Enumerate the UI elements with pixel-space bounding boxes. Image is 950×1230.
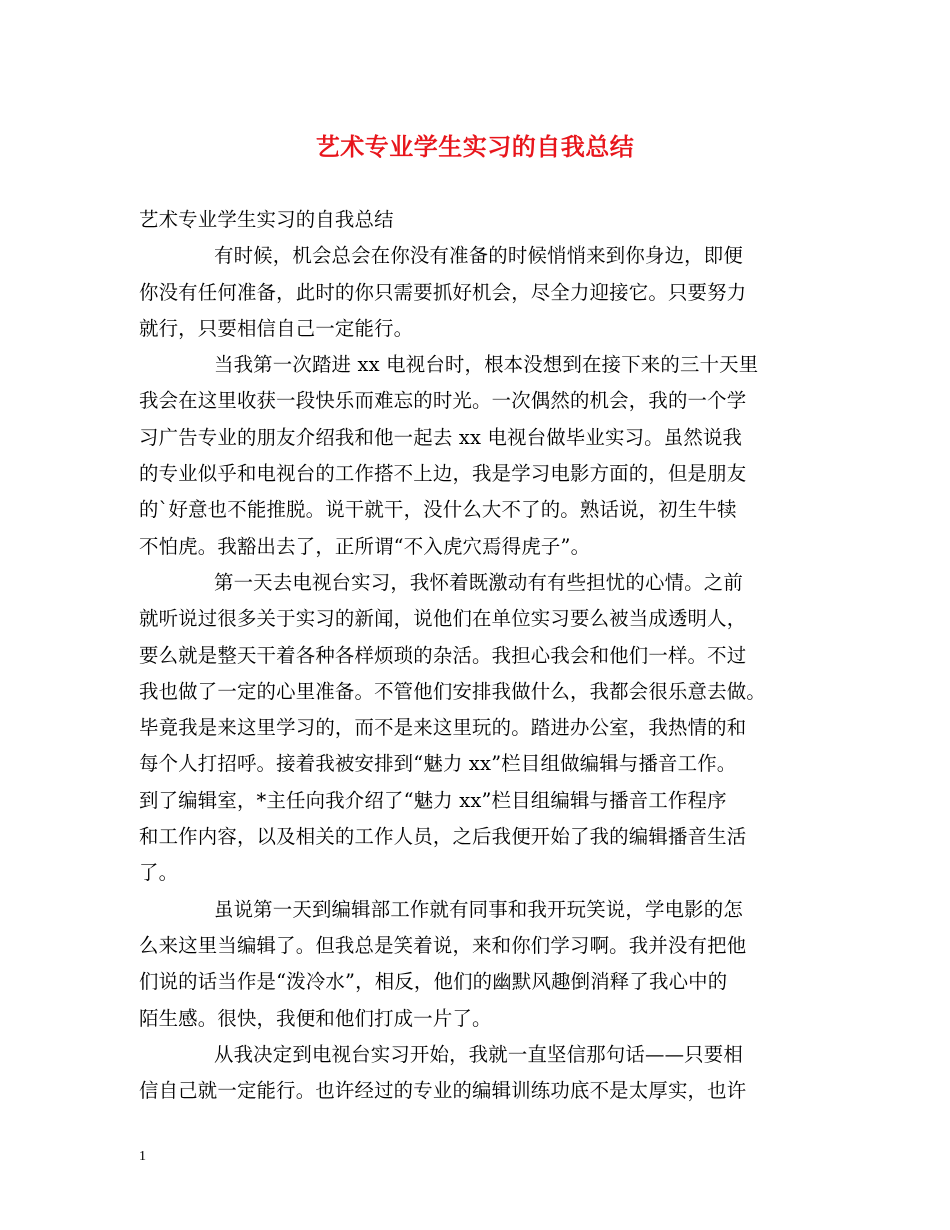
text-line: 我会在这里收获一段快乐而难忘的时光。一次偶然的机会，我的一个学 xyxy=(139,389,747,413)
text-line: 不怕虎。我豁出去了，正所谓“不入虎穴焉得虎子”。 xyxy=(139,534,591,558)
text-line: 就行，只要相信自己一定能行。 xyxy=(139,316,414,340)
page-number: 1 xyxy=(139,1149,146,1164)
text-line: 虽说第一天到编辑部工作就有同事和我开玩笑说，学电影的怎 xyxy=(214,897,743,921)
text-line: 每个人打招呼。接着我被安排到“魅力 xx”栏目组做编辑与播音工作。 xyxy=(139,752,737,776)
text-line: 艺术专业学生实习的自我总结 xyxy=(139,208,394,231)
text-line: 就听说过很多关于实习的新闻，说他们在单位实习要么被当成透明人， xyxy=(139,607,747,631)
text-line: 到了编辑室，*主任向我介绍了“魅力 xx”栏目组编辑与播音工作程序 xyxy=(139,788,727,812)
text-line: 信自己就一定能行。也许经过的专业的编辑训练功底不是太厚实，也许 xyxy=(139,1079,747,1103)
text-line: 从我决定到电视台实习开始，我就一直坚信那句话——只要相 xyxy=(214,1042,743,1066)
text-line: 我也做了一定的心里准备。不管他们安排我做什么，我都会很乐意去做。 xyxy=(139,679,766,703)
text-line: 陌生感。很快，我便和他们打成一片了。 xyxy=(139,1006,492,1030)
text-line: 你没有任何准备，此时的你只需要抓好机会，尽全力迎接它。只要努力 xyxy=(139,280,747,304)
text-line: 有时候，机会总会在你没有准备的时候悄悄来到你身边，即便 xyxy=(214,244,743,268)
text-line: 要么就是整天干着各种各样烦琐的杂活。我担心我会和他们一样。不过 xyxy=(139,643,747,667)
text-line: 们说的话当作是“泼冷水”，相反，他们的幽默风趣倒消释了我心中的 xyxy=(139,970,728,994)
document-body xyxy=(139,202,829,1109)
text-line: 和工作内容，以及相关的工作人员，之后我便开始了我的编辑播音生活 xyxy=(139,825,747,849)
text-line: 的专业似乎和电视台的工作搭不上边，我是学习电影方面的，但是朋友 xyxy=(139,462,747,486)
text-line: 的`好意也不能推脱。说干就干，没什么大不了的。熟话说，初生牛犊 xyxy=(139,498,737,522)
text-line: 么来这里当编辑了。但我总是笑着说，来和你们学习啊。我并没有把他 xyxy=(139,933,747,957)
text-line: 习广告专业的朋友介绍我和他一起去 xx 电视台做毕业实习。虽然说我 xyxy=(139,425,743,449)
text-line: 第一天去电视台实习，我怀着既激动有有些担忧的心情。之前 xyxy=(214,570,743,594)
document-title: 艺术专业学生实习的自我总结 xyxy=(315,132,635,161)
text-line: 当我第一次踏进 xx 电视台时，根本没想到在接下来的三十天里 xyxy=(214,353,759,377)
text-line: 毕竟我是来这里学习的，而不是来这里玩的。踏进办公室，我热情的和 xyxy=(139,716,747,740)
text-line: 了。 xyxy=(139,861,179,885)
